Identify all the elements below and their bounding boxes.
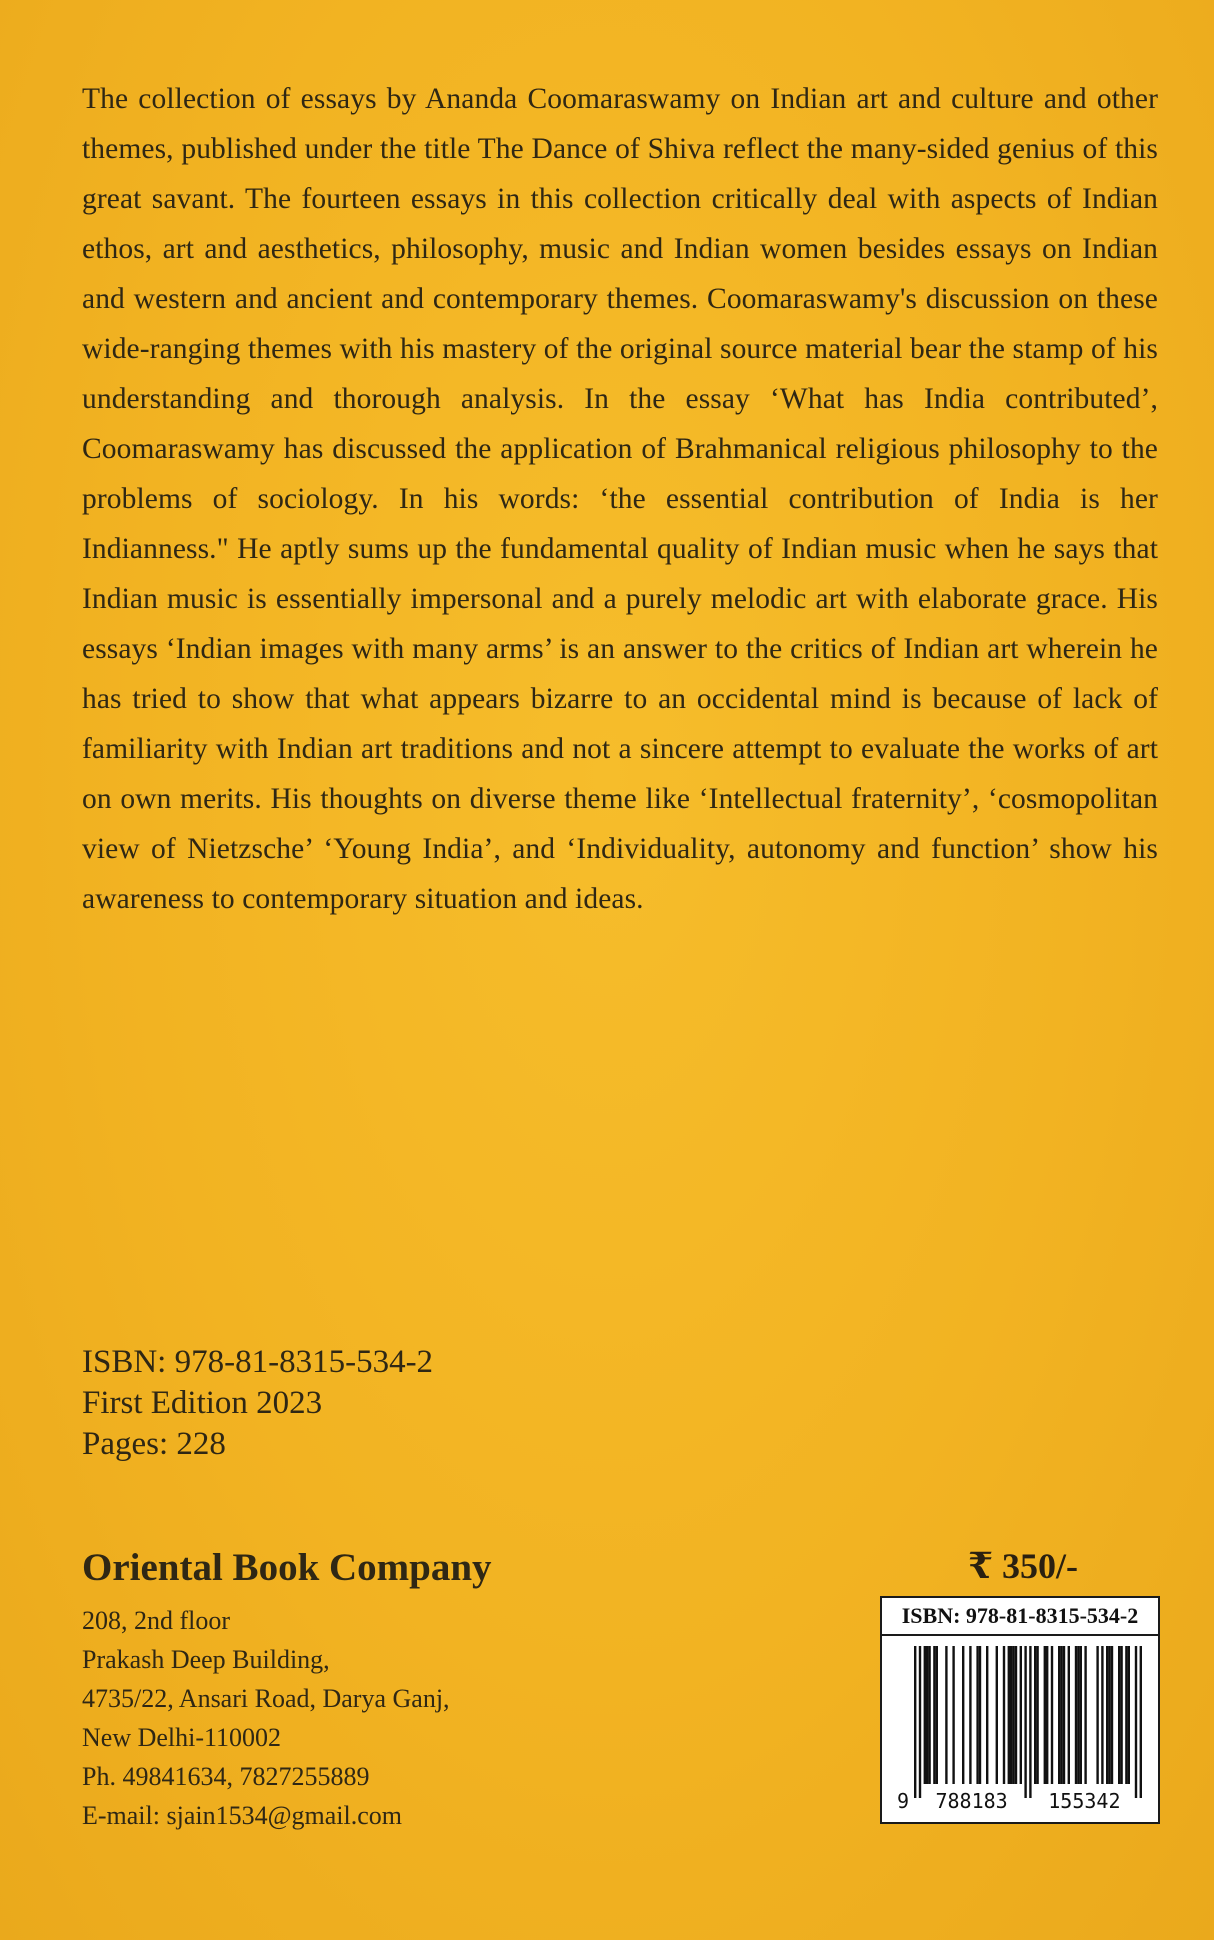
email-line: E-mail: sjain1534@gmail.com — [82, 1801, 402, 1830]
edition-line: First Edition 2023 — [82, 1385, 323, 1421]
barcode-bar — [1108, 1646, 1110, 1784]
barcode-bar — [1128, 1646, 1130, 1784]
barcode-bar — [1101, 1646, 1103, 1784]
barcode-bar — [952, 1646, 954, 1784]
barcode-digits: 9 — [896, 1789, 909, 1813]
barcode-image — [892, 1644, 1150, 1816]
barcode-bar — [1010, 1646, 1012, 1784]
barcode-bar — [1012, 1646, 1014, 1784]
barcode-digits: 788183 — [935, 1789, 1008, 1813]
barcode-bar — [1020, 1646, 1022, 1784]
barcode-bar — [1084, 1646, 1086, 1784]
pages-line: Pages: 228 — [82, 1426, 226, 1462]
barcode-guard-bar — [1135, 1646, 1137, 1798]
barcode-guard-bar — [1029, 1646, 1031, 1798]
address-line: 208, 2nd floor — [82, 1606, 231, 1635]
barcode-bar — [1096, 1646, 1098, 1784]
barcode-bar — [945, 1646, 947, 1784]
barcode-guard-bar — [1140, 1646, 1142, 1798]
barcode-bar — [1015, 1646, 1017, 1784]
barcode-bar — [1036, 1646, 1038, 1784]
barcode-bar — [1046, 1646, 1048, 1784]
barcode-bar — [1068, 1646, 1070, 1784]
address-line: 4735/22, Ansari Road, Darya Ganj, — [82, 1684, 450, 1713]
barcode-bar — [1125, 1646, 1127, 1784]
barcode-divider — [882, 1634, 1158, 1636]
barcode-bar — [969, 1646, 971, 1784]
barcode-bar — [1003, 1646, 1005, 1784]
book-details — [82, 1342, 433, 1465]
price-label: ₹ 350/- — [968, 1546, 1079, 1586]
barcode-digits: 155342 — [1048, 1789, 1121, 1813]
barcode-bar — [1044, 1646, 1046, 1784]
barcode-bar — [1120, 1646, 1122, 1784]
barcode-bar — [1034, 1646, 1036, 1784]
barcode-bar — [1077, 1646, 1079, 1784]
barcode-guard-bar — [919, 1646, 921, 1798]
barcode-bar — [1106, 1646, 1108, 1784]
barcode-bar — [1063, 1646, 1065, 1784]
isbn-line: ISBN: 978-81-8315-534-2 — [82, 1344, 434, 1380]
barcode-bar — [928, 1646, 930, 1784]
barcode-bar — [1111, 1646, 1113, 1784]
barcode-bar — [976, 1646, 978, 1784]
barcode-bar — [962, 1646, 964, 1784]
barcode-bar — [933, 1646, 935, 1784]
address-line: New Delhi-110002 — [82, 1723, 282, 1752]
barcode-bar — [1058, 1646, 1060, 1784]
barcode-box — [880, 1596, 1160, 1824]
barcode-guard-bar — [914, 1646, 916, 1798]
barcode-isbn-label: ISBN: 978-81-8315-534-2 — [901, 1603, 1139, 1628]
phone-line: Ph. 49841634, 7827255889 — [82, 1762, 370, 1791]
publisher-name: Oriental Book Company — [82, 1546, 492, 1589]
barcode-bar — [924, 1646, 926, 1784]
blurb-text: The collection of essays by Ananda Coomaraswamy on Indian art and culture and other themes, published under the title The Dance of Shiva reflect the many-sided genius of this great savant. The fourteen essays in this collection critically deal with aspects of Indian ethos, art and aesthetics, philosophy, music and Indian women besides essays on Indian and western and ancient and contemporary themes. Coomaraswamy's discussion on these wide-ranging themes with his mastery of the original source material bear the stamp of his understanding and thorough analysis. In the essay ‘What has India contributed’, Coomaraswamy has discussed the application of Brahmanical religious philosophy to the problems of sociology. In his words: ‘the essential contribution of India is her Indianness." He aptly sums up the fundamental quality of Indian music when he says that Indian music is essentially impersonal and a purely melodic art with elaborate grace. His essays ‘Indian images with many arms’ is an answer to the critics of Indian art wherein he has tried to show that what appears bizarre to an occidental mind is because of lack of familiarity with Indian art traditions and not a sincere attempt to evaluate the works of art on own merits. His thoughts on diverse theme like ‘Intellectual fraternity’, ‘cosmopolitan view of Nietzsche’ ‘Young India’, and ‘Individuality, autonomy and function’ show his awareness to contemporary situation and ideas. — [82, 82, 1158, 915]
publisher-block — [82, 1543, 492, 1835]
barcode-bar — [996, 1646, 998, 1784]
barcode-bar — [926, 1646, 928, 1784]
barcode-guard-bar — [1024, 1646, 1026, 1798]
barcode-bar — [1060, 1646, 1062, 1784]
barcode-bar — [1008, 1646, 1010, 1784]
barcode-bar — [986, 1646, 988, 1784]
barcode-bar — [1118, 1646, 1120, 1784]
barcode-bar — [1051, 1646, 1053, 1784]
address-line: Prakash Deep Building, — [82, 1645, 330, 1674]
barcode-bar — [979, 1646, 981, 1784]
barcode-bar — [936, 1646, 938, 1784]
barcode-bar — [1075, 1646, 1077, 1784]
barcode-bar — [1080, 1646, 1082, 1784]
